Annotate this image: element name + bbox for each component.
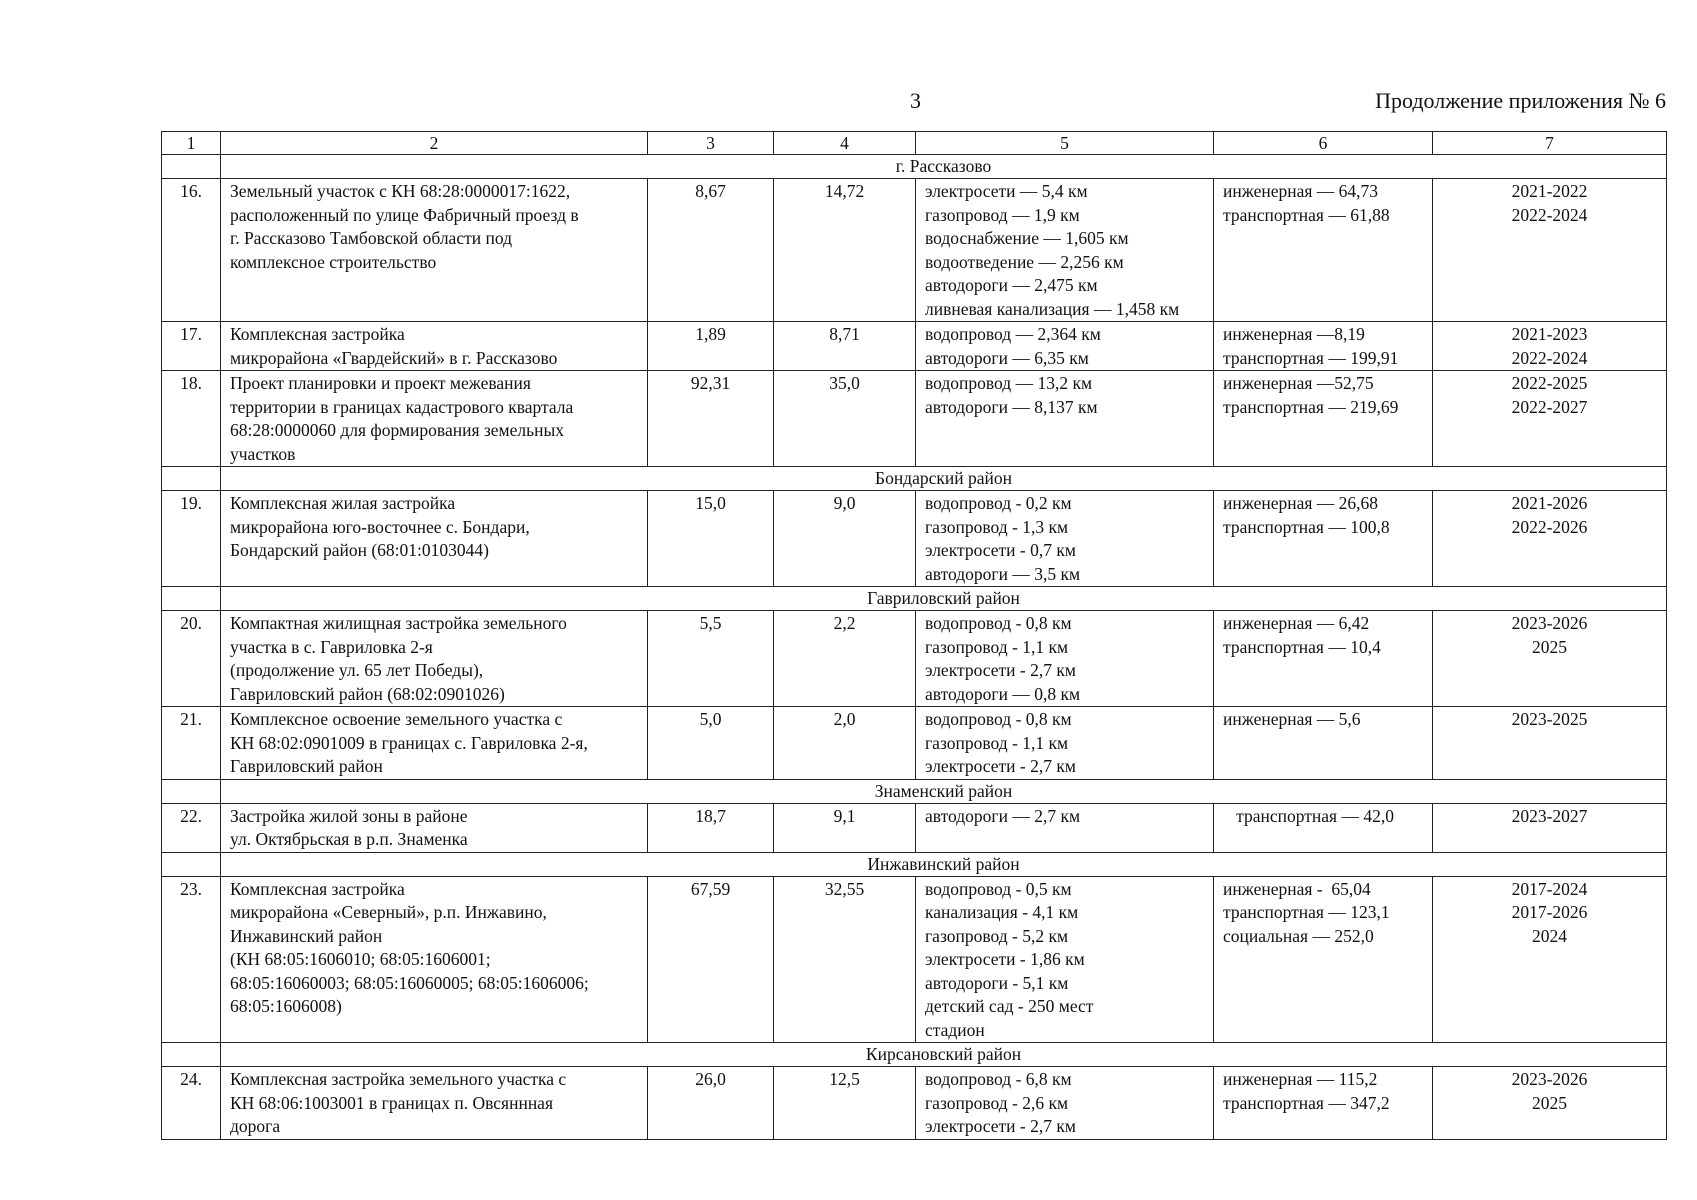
years-list xyxy=(1433,1067,1667,1140)
cell-line: Комплексная застройка xyxy=(230,878,405,899)
cell-line: транспортная — 123,1 xyxy=(1223,902,1390,922)
cell-line: газопровод - 1,1 км xyxy=(925,732,1069,753)
cell-line: инженерная — 5,6 xyxy=(1223,709,1361,729)
cell-line: участков xyxy=(230,443,296,464)
housing-value: 32,55 xyxy=(774,876,916,1043)
area-value: 8,67 xyxy=(648,179,774,322)
years-list xyxy=(1433,322,1667,371)
housing-value: 8,71 xyxy=(774,322,916,371)
cost-list xyxy=(1214,1067,1433,1140)
table-body xyxy=(162,132,1667,1140)
cell-line: канализация - 4,1 км xyxy=(925,902,1079,922)
object-name xyxy=(221,876,648,1043)
section-row xyxy=(162,1043,1667,1067)
housing-value: 14,72 xyxy=(774,179,916,322)
cell-line: инженерная — 6,42 xyxy=(1223,613,1370,633)
cell-line: электросети - 2,7 км xyxy=(925,1116,1076,1136)
infrastructure-list xyxy=(916,179,1214,322)
area-value: 18,7 xyxy=(648,803,774,852)
cost-list xyxy=(1214,179,1433,322)
section-spacer-cell xyxy=(162,1043,221,1067)
column-header: 4 xyxy=(774,132,916,155)
cell-line: Гавриловский район (68:02:0901026) xyxy=(230,683,505,704)
housing-value: 35,0 xyxy=(774,371,916,467)
row-number: 17. xyxy=(162,322,221,371)
object-name xyxy=(221,707,648,780)
table-row xyxy=(162,611,1667,707)
header-row xyxy=(162,132,1667,155)
cell-line: стадион xyxy=(925,1019,985,1040)
infrastructure-list xyxy=(916,371,1214,467)
cell-line: электросети - 0,7 км xyxy=(925,540,1076,560)
cell-line: инженерная — 64,73 xyxy=(1223,181,1379,201)
cell-line: (продолжение ул. 65 лет Победы), xyxy=(230,660,484,680)
row-number: 19. xyxy=(162,491,221,587)
cell-line: КН 68:02:0901009 в границах с. Гавриловка 2-я, xyxy=(230,732,588,753)
section-row xyxy=(162,155,1667,179)
cell-line: водопровод - 6,8 км xyxy=(925,1069,1072,1089)
area-value: 1,89 xyxy=(648,322,774,371)
cell-line: КН 68:06:1003001 в границах п. Овсяннная xyxy=(230,1092,553,1113)
cell-line: Комплексное освоение земельного участка с xyxy=(230,709,563,729)
cost-list xyxy=(1214,491,1433,587)
cell-line: водопровод - 0,5 км xyxy=(925,878,1072,899)
cost-list xyxy=(1214,803,1433,852)
cell-line: водоснабжение — 1,605 км xyxy=(925,228,1129,248)
data-table xyxy=(161,131,1667,1140)
cell-line: 2022-2024 xyxy=(1511,347,1588,368)
table-row xyxy=(162,876,1667,1043)
cell-line: инженерная - 65,04 xyxy=(1223,878,1371,899)
cell-line: электросети — 5,4 км xyxy=(925,181,1088,201)
cell-line: Проект планировки и проект межевания xyxy=(230,373,531,393)
cell-line: автодороги — 0,8 км xyxy=(925,683,1081,704)
cell-line: электросети - 2,7 км xyxy=(925,756,1076,776)
cell-line: территории в границах кадастрового квартала xyxy=(230,396,574,417)
cell-line: детский сад - 250 мест xyxy=(925,996,1094,1016)
area-value: 15,0 xyxy=(648,491,774,587)
cell-line: 2023-2027 xyxy=(1511,805,1588,826)
cell-line: автодороги — 2,475 км xyxy=(925,275,1098,295)
years-list xyxy=(1433,707,1667,780)
cell-line: газопровод - 1,3 км xyxy=(925,516,1069,537)
housing-value: 9,0 xyxy=(774,491,916,587)
cell-line: 68:05:1606008) xyxy=(230,996,342,1016)
cell-line: водопровод - 0,8 км xyxy=(925,613,1072,633)
cell-line: ливневая канализация — 1,458 км xyxy=(925,298,1180,319)
years-list xyxy=(1433,803,1667,852)
table-row xyxy=(162,322,1667,371)
cell-line: (КН 68:05:1606010; 68:05:1606001; xyxy=(230,949,491,969)
area-value: 67,59 xyxy=(648,876,774,1043)
object-name xyxy=(221,371,648,467)
cell-line: транспортная — 347,2 xyxy=(1223,1092,1390,1113)
cell-line: автодороги — 8,137 км xyxy=(925,396,1098,417)
row-number: 24. xyxy=(162,1067,221,1140)
row-number: 23. xyxy=(162,876,221,1043)
area-value: 5,5 xyxy=(648,611,774,707)
section-title: Гавриловский район xyxy=(221,587,1667,611)
cell-line: 2021-2022 xyxy=(1511,181,1588,201)
cell-line: инженерная — 115,2 xyxy=(1223,1069,1378,1089)
cell-line: транспортная — 219,69 xyxy=(1223,396,1399,417)
section-spacer-cell xyxy=(162,467,221,491)
infrastructure-list xyxy=(916,611,1214,707)
cell-line: транспортная — 199,91 xyxy=(1223,347,1399,368)
section-title: Знаменский район xyxy=(221,779,1667,803)
cell-line: Застройка жилой зоны в районе xyxy=(230,805,468,826)
housing-value: 9,1 xyxy=(774,803,916,852)
area-value: 5,0 xyxy=(648,707,774,780)
cell-line: Земельный участок с КН 68:28:0000017:1622, xyxy=(230,181,571,201)
cell-line: 2024 xyxy=(1532,925,1567,946)
cell-line: 2021-2026 xyxy=(1511,493,1588,513)
object-name xyxy=(221,322,648,371)
table-row xyxy=(162,707,1667,780)
cell-line: расположенный по улице Фабричный проезд в xyxy=(230,204,579,225)
cell-line: Комплексная жилая застройка xyxy=(230,493,456,513)
row-number: 18. xyxy=(162,371,221,467)
section-title: Бондарский район xyxy=(221,467,1667,491)
years-list xyxy=(1433,876,1667,1043)
area-value: 26,0 xyxy=(648,1067,774,1140)
table-row xyxy=(162,803,1667,852)
cell-line: водопровод - 0,8 км xyxy=(925,709,1072,729)
cell-line: дорога xyxy=(230,1116,281,1136)
object-name xyxy=(221,611,648,707)
column-header: 7 xyxy=(1433,132,1667,155)
column-header: 5 xyxy=(916,132,1214,155)
cell-line: автодороги — 2,7 км xyxy=(925,805,1081,826)
years-list xyxy=(1433,611,1667,707)
cell-line: 68:05:16060003; 68:05:16060005; 68:05:1606006; xyxy=(230,972,589,993)
cell-line: электросети - 2,7 км xyxy=(925,660,1076,680)
object-name xyxy=(221,179,648,322)
cell-line: газопровод - 5,2 км xyxy=(925,925,1069,946)
cell-line: 2017-2024 xyxy=(1511,878,1588,899)
column-header: 2 xyxy=(221,132,648,155)
object-name xyxy=(221,491,648,587)
section-title: Кирсановский район xyxy=(221,1043,1667,1067)
housing-value: 12,5 xyxy=(774,1067,916,1140)
row-number: 22. xyxy=(162,803,221,852)
column-header: 1 xyxy=(162,132,221,155)
section-title: г. Рассказово xyxy=(221,155,1667,179)
infrastructure-list xyxy=(916,1067,1214,1140)
cell-line: 2023-2025 xyxy=(1511,709,1588,729)
row-number: 20. xyxy=(162,611,221,707)
cell-line: 2022-2026 xyxy=(1511,516,1588,537)
cell-line: комплексное строительство xyxy=(230,251,437,272)
object-name xyxy=(221,1067,648,1140)
cell-line: транспортная — 61,88 xyxy=(1223,204,1390,225)
cell-line: 2022-2025 xyxy=(1511,373,1588,393)
cell-line: водоотведение — 2,256 км xyxy=(925,251,1124,272)
cell-line: инженерная —8,19 xyxy=(1223,324,1365,344)
column-header: 3 xyxy=(648,132,774,155)
table-row xyxy=(162,371,1667,467)
section-title: Инжавинский район xyxy=(221,852,1667,876)
row-number: 16. xyxy=(162,179,221,322)
cell-line: 2025 xyxy=(1532,636,1567,657)
table-row xyxy=(162,491,1667,587)
cell-line: инженерная — 26,68 xyxy=(1223,493,1379,513)
infrastructure-list xyxy=(916,876,1214,1043)
cost-list xyxy=(1214,322,1433,371)
cell-line: водопровод - 0,2 км xyxy=(925,493,1072,513)
cell-line: автодороги - 5,1 км xyxy=(925,972,1069,993)
cell-line: автодороги — 3,5 км xyxy=(925,563,1081,584)
cell-line: газопровод - 2,6 км xyxy=(925,1092,1069,1113)
cell-line: водопровод — 2,364 км xyxy=(925,324,1101,344)
cell-line: ул. Октябрьская в р.п. Знаменка xyxy=(230,829,468,849)
infrastructure-list xyxy=(916,491,1214,587)
cell-line: газопровод — 1,9 км xyxy=(925,204,1080,225)
cell-line: Инжавинский район xyxy=(230,925,383,946)
table-row xyxy=(162,179,1667,322)
section-row xyxy=(162,852,1667,876)
cost-list xyxy=(1214,371,1433,467)
cell-line: водопровод — 13,2 км xyxy=(925,373,1093,393)
section-row xyxy=(162,779,1667,803)
cell-line: микрорайона «Гвардейский» в г. Рассказово xyxy=(230,347,558,368)
column-header: 6 xyxy=(1214,132,1433,155)
housing-value: 2,2 xyxy=(774,611,916,707)
cell-line: микрорайона «Северный», р.п. Инжавино, xyxy=(230,902,547,922)
cell-line: Компактная жилищная застройка земельного xyxy=(230,613,567,633)
cell-line: 2023-2026 xyxy=(1511,1069,1588,1089)
cell-line: газопровод - 1,1 км xyxy=(925,636,1069,657)
years-list xyxy=(1433,179,1667,322)
years-list xyxy=(1433,491,1667,587)
cell-line: 2017-2026 xyxy=(1511,902,1588,922)
cell-line: автодороги — 6,35 км xyxy=(925,347,1089,368)
cell-line: 2023-2026 xyxy=(1511,613,1588,633)
section-row xyxy=(162,587,1667,611)
page-number: 3 xyxy=(910,88,921,113)
cell-line: транспортная — 100,8 xyxy=(1223,516,1390,537)
infrastructure-list xyxy=(916,803,1214,852)
cell-line: транспортная — 42,0 xyxy=(1223,805,1394,826)
cell-line: Комплексная застройка xyxy=(230,324,405,344)
cell-line: 2022-2027 xyxy=(1511,396,1588,417)
cell-line: социальная — 252,0 xyxy=(1223,925,1374,946)
cell-line: Бондарский район (68:01:0103044) xyxy=(230,540,489,560)
section-spacer-cell xyxy=(162,779,221,803)
cell-line: транспортная — 10,4 xyxy=(1223,636,1381,657)
cell-line: 68:28:0000060 для формирования земельных xyxy=(230,420,564,440)
cell-line: микрорайона юго-восточнее с. Бондари, xyxy=(230,516,530,537)
infrastructure-list xyxy=(916,707,1214,780)
cell-line: электросети - 1,86 км xyxy=(925,949,1085,969)
table-row xyxy=(162,1067,1667,1140)
row-number: 21. xyxy=(162,707,221,780)
area-value: 92,31 xyxy=(648,371,774,467)
appendix-title: Продолжение приложения № 6 xyxy=(1375,88,1666,113)
cost-list xyxy=(1214,707,1433,780)
cell-line: Гавриловский район xyxy=(230,756,383,776)
years-list xyxy=(1433,371,1667,467)
cost-list xyxy=(1214,876,1433,1043)
section-spacer-cell xyxy=(162,155,221,179)
object-name xyxy=(221,803,648,852)
cell-line: г. Рассказово Тамбовской области под xyxy=(230,228,512,248)
cell-line: Комплексная застройка земельного участка с xyxy=(230,1069,567,1089)
cell-line: 2022-2024 xyxy=(1511,204,1588,225)
cell-line: участка в с. Гавриловка 2-я xyxy=(230,636,433,657)
cell-line: 2025 xyxy=(1532,1092,1567,1113)
cost-list xyxy=(1214,611,1433,707)
housing-value: 2,0 xyxy=(774,707,916,780)
cell-line: инженерная —52,75 xyxy=(1223,373,1374,393)
section-row xyxy=(162,467,1667,491)
infrastructure-list xyxy=(916,322,1214,371)
section-spacer-cell xyxy=(162,587,221,611)
section-spacer-cell xyxy=(162,852,221,876)
cell-line: 2021-2023 xyxy=(1511,324,1588,344)
